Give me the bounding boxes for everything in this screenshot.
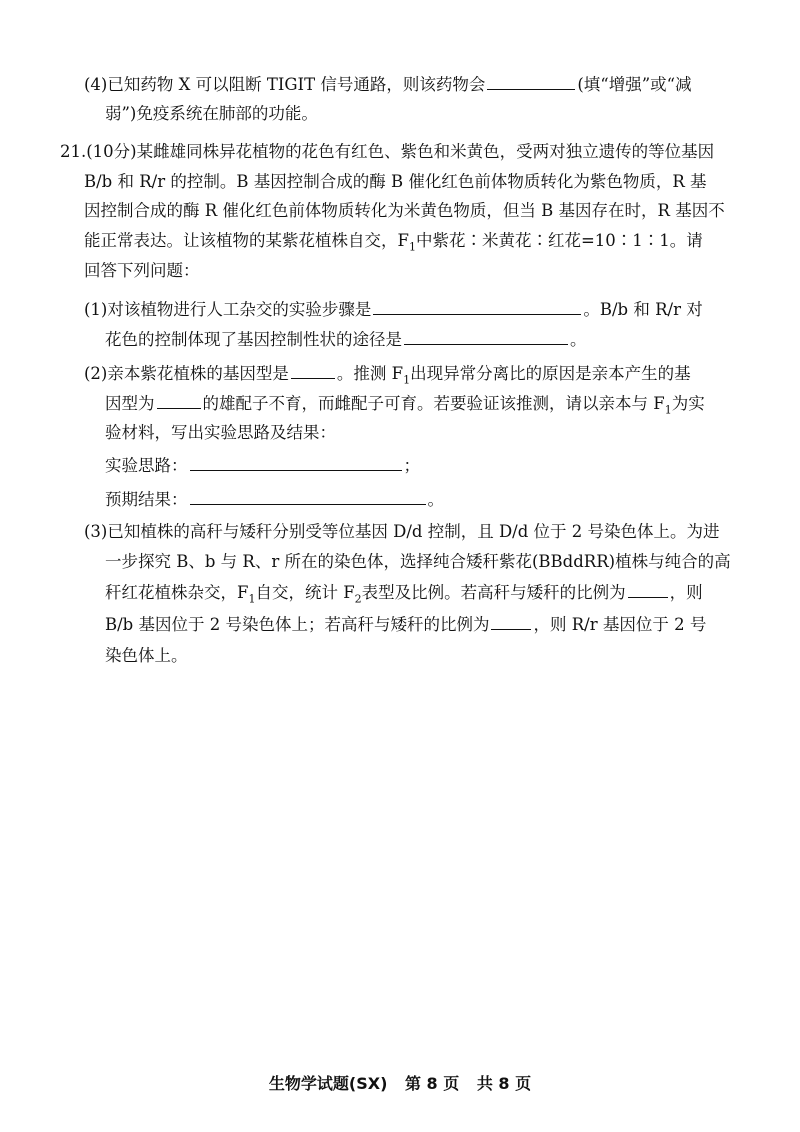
footer-subject: 生物学试题(SX) xyxy=(268,1074,388,1093)
q21-part1-line2: 花色的控制体现了基因控制性状的途径是 。 xyxy=(105,330,587,349)
q21-stem-line4: 能正常表达。让该植物的某紫花植株自交，$F_1$中紫花∶米黄花∶红花=10∶1∶1。请 xyxy=(84,231,703,254)
q20-part4-line2: 弱”)免疫系统在肺部的功能。 xyxy=(105,104,318,123)
q21-part2-experiment-idea: 实验思路： ； xyxy=(105,456,420,475)
q21-part3-line5: 染色体上。 xyxy=(105,646,188,665)
q21-part2-line3: 验材料，写出实验思路及结果： xyxy=(105,423,336,442)
q21-part2-line2: 因型为 的雄配子不育，而雌配子可育。若要验证该推测，请以亲本与 $F_1$为实 xyxy=(105,394,705,417)
q21-part2-line1: (2)亲本紫花植株的基因型是 。推测 $F_1$出现异常分离比的原因是亲本产生的基 xyxy=(84,364,691,387)
q21-part3-line4: B/b 基因位于 2 号染色体上；若高秆与矮秆的比例为 ，则 R/r 基因位于 2 号 xyxy=(105,615,707,634)
q21-part2-expected-result: 预期结果： 。 xyxy=(105,490,444,509)
page-footer xyxy=(0,1071,800,1094)
q21-part3-line2: 一步探究 B、b 与 R、r 所在的染色体，选择纯合矮秆紫花(BBddRR)植株与纯合的高 xyxy=(105,552,731,571)
answer-blank[interactable] xyxy=(373,298,581,315)
q21-part1-line1: (1)对该植物进行人工杂交的实验步骤是 。B/b 和 R/r 对 xyxy=(84,300,703,319)
q21-stem-line3: 因控制合成的酶 R 催化红色前体物质转化为米黄色物质，但当 B 基因存在时，R 基因不 xyxy=(84,201,725,220)
answer-blank[interactable] xyxy=(487,73,575,90)
q21-part3-line3: 秆红花植株杂交，$F_1$自交，统计 $F_2$表型及比例。若高秆与矮秆的比例为 ，则 xyxy=(105,583,703,606)
answer-blank[interactable] xyxy=(291,362,335,379)
answer-blank[interactable] xyxy=(491,613,531,630)
answer-blank[interactable] xyxy=(190,488,426,505)
footer-total: 共 8 页 xyxy=(476,1074,532,1093)
q21-stem-line5: 回答下列问题： xyxy=(84,261,200,280)
answer-blank[interactable] xyxy=(628,581,668,598)
q21-stem-line1: 21.(10分)某雌雄同株异花植物的花色有红色、紫色和米黄色，受两对独立遗传的等位基因 xyxy=(60,142,715,161)
q20-part4-line1: (4)已知药物 X 可以阻断 TIGIT 信号通路，则该药物会 (填“增强”或“减 xyxy=(84,75,692,94)
footer-page: 第 8 页 xyxy=(404,1074,460,1093)
answer-blank[interactable] xyxy=(157,392,201,409)
q21-part3-line1: (3)已知植株的高秆与矮秆分别受等位基因 D/d 控制，且 D/d 位于 2 号染色体上。为进 xyxy=(84,522,720,541)
answer-blank[interactable] xyxy=(190,454,402,471)
q21-stem-line2: B/b 和 R/r 的控制。B 基因控制合成的酶 B 催化红色前体物质转化为紫色物质，R 基 xyxy=(84,172,707,191)
answer-blank[interactable] xyxy=(404,328,568,345)
